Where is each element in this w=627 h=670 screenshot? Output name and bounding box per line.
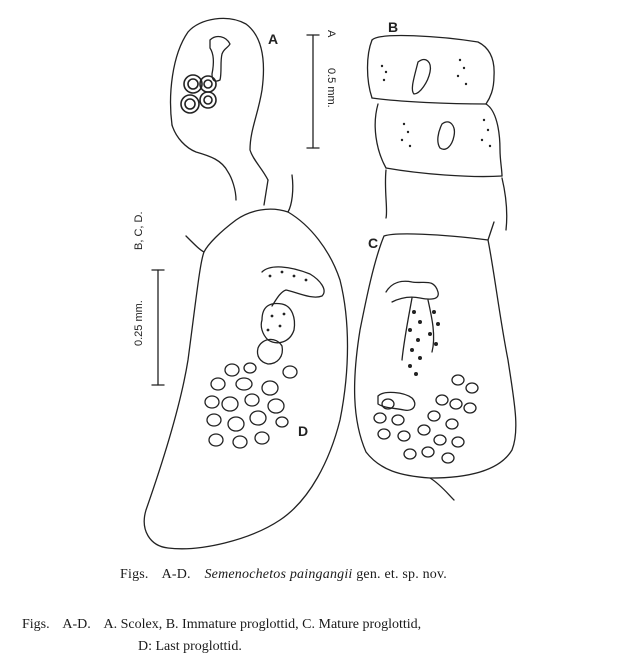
caption-figs-1: Figs. bbox=[120, 567, 149, 582]
caption-species: Semenochetos paingangii bbox=[204, 567, 353, 582]
scale-bar-a bbox=[307, 35, 319, 148]
caption-parts: A. Scolex, B. Immature proglottid, C. Mature proglottid, bbox=[103, 617, 422, 632]
immature-proglottid-drawing bbox=[368, 36, 507, 230]
mature-proglottid-eggs bbox=[374, 375, 478, 463]
caption-line-1 bbox=[120, 567, 447, 583]
label-a: A bbox=[268, 31, 279, 47]
caption-figs-range-2: A-D. bbox=[62, 617, 91, 632]
scale-bcd-length: 0.25 mm. bbox=[133, 300, 145, 346]
mature-proglottid-drawing bbox=[355, 222, 516, 500]
caption-line-3: D: Last proglottid. bbox=[138, 639, 242, 654]
scale-bcd-label: B, C, D. bbox=[133, 211, 145, 250]
scale-bar-bcd bbox=[152, 270, 164, 385]
label-d: D bbox=[298, 423, 309, 439]
mature-stippling bbox=[267, 271, 440, 376]
caption-figs-range-1: A-D. bbox=[161, 567, 191, 582]
label-b: B bbox=[388, 19, 399, 35]
caption-line-2 bbox=[22, 614, 421, 658]
last-proglottid-drawing bbox=[144, 175, 347, 549]
caption-suffix: gen. et. sp. nov. bbox=[356, 567, 447, 582]
scolex-drawing bbox=[171, 18, 268, 205]
label-c: C bbox=[368, 235, 379, 251]
scale-a-label: A bbox=[325, 30, 337, 38]
scale-a-length: 0.5 mm. bbox=[325, 68, 337, 108]
caption-figs-2: Figs. bbox=[22, 617, 50, 632]
last-proglottid-eggs bbox=[205, 363, 297, 448]
